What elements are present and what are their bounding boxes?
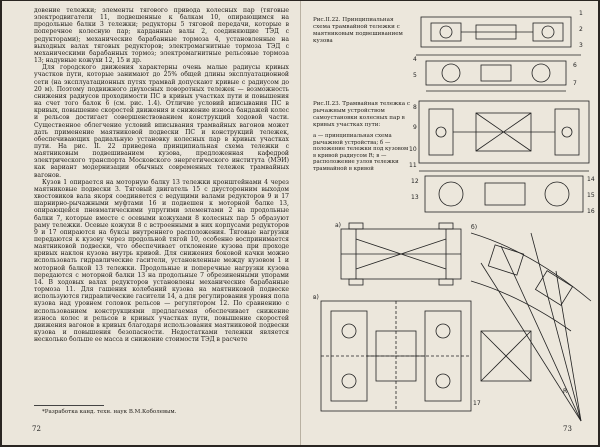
fig23-bogie-plan	[419, 101, 589, 212]
figure-caption-23: Рис.II.23. Трамвайная тележка с рычажным устройством самоустановки колесных пар в кривых участках пути:	[313, 101, 411, 128]
fig-label-c: в)	[313, 294, 319, 301]
callout-number: 12	[411, 178, 419, 185]
callout-number: 4	[413, 56, 417, 63]
figure-caption-22: Рис.II.22. Принципиальная схема трамвайной тележки с маятниковым подвешиванием кузова	[313, 17, 403, 44]
left-page	[2, 1, 301, 445]
page-number-right: 73	[563, 425, 572, 433]
left-body-text	[34, 7, 289, 343]
fig-label-a: а)	[335, 222, 342, 229]
fig23c-node-layout	[321, 301, 531, 411]
callout-number: 5	[413, 72, 417, 79]
footnote-rule	[34, 405, 104, 406]
callout-number: 7	[573, 80, 577, 87]
callout-number: 6	[573, 62, 577, 69]
callout-number: 14	[587, 176, 595, 183]
callout-number: 11	[409, 162, 417, 169]
callout-number: 8	[413, 104, 417, 111]
callout-number: 15	[587, 192, 595, 199]
fig22-bogie-drawing	[416, 17, 581, 91]
fig-label-b: б)	[471, 224, 478, 231]
callout-number: 13	[411, 194, 419, 201]
radius-label: R	[563, 388, 568, 395]
callout-number: 16	[587, 208, 595, 215]
callout-number: 9	[413, 124, 417, 131]
callout-number: 2	[579, 26, 583, 33]
footnote: *Разработка канд. техн. наук В.М.Коболевым.	[42, 409, 177, 415]
callout-number: 10	[409, 146, 417, 153]
right-page	[301, 1, 598, 445]
callout-number: 17	[473, 400, 481, 407]
figure-legend: а — принципиальная схема рычажной устройства; б — положение тележки под кузовом в кривой радиусом R; в — расположение узлов тележки трамвайной в кривой	[313, 133, 409, 172]
paragraph: довение тележки; элементы тягового привода колесных пар (тяговые электродвигатели 11, подвешенные к балкам 10, опирающимся на продольные балки 3 тележки; редукторы 5 тяговой передачи, которые в поперечное колесную пар; карданные валы 2, соединяющие ТЭД с редукторами); механические барабанные тормоза 4, установленные на выходных валах тяговых редукторов; электромагнитные тормоза ТЭД с механическими барабанных тормоз; электромагнитные рельсовые тормоза 13; надувные кожухи 12, 15 и др.	[34, 7, 289, 65]
technical-drawings	[301, 1, 598, 445]
callout-number: 3	[579, 42, 583, 49]
paragraph: Кузов 1 опирается на моторную балку 13 тележки кронштейнами 4 через маятниковые подвески 3. Тяговый двигатель 15 с двусторонним выходом хвостовиков вала якоря соединяется с ведущими валами редукторов 9 и 17 шарнирно-рычажными муфтами 16 и подвешен к моторной балке 13, опирающейся пневматическими упругими элементами 2 на продольные балки 7, которые вместе с осевыми кожухами 8 колесных пар 5 образуют раму тележки. Осевые кожухи 8 с встроенными в них корпусами редукторов 9 и 17 опираются на буксы внутреннего расположения. Тяговые нагрузки передаются к кузову через продольной тягой 10, особенно воспринимается маятниковой подвески, что обеспечивает отклонение кузова при проходе кривых наклон кузова внутрь кривой. Для снижения боковой качки можно использовать гидравлические гасители, установленные между кузовом 1 и моторной балкой 13 тележки. Продольные и поперечные нагрузки кузова передаются с моторной балки 13 на продольные 7 обрезиненными упорами 14. В ходовых валах редукторов установлены механические барабанные тормоза 11. Для гашения колебаний кузова на маятниковой подвеске используются гидравлические гасители 14, а для регулирования уровня пола кузова над уровнем головок рельсов — регулятором 12. По сравнению с использованием конструкциями предлагаемая обеспечивает снижение износа колес и рельсов в кривых участках пути, повышение скоростей движения вагонов в кривых благодаря использования маятниковой подвески кузова и повышения безопасности. Недостатками тележки является несколько больше ее масса и снижение стоимости ТЭД в расчете	[34, 178, 289, 344]
paragraph: Для городского движения характерны очень малые радиусы кривых участков пути, которые занимают до 25% общей длины эксплуатационной сети (на эксплуатационных путях трамвай допускают кривые с радиусом до 20 м). Поэтому подвижного двухосных поворотных тележек — возможность снижения радиусов проходимости ПС в кривых участках пути и повышения на счет того балок 6 (см. рис. 1.4). Отличие условий вписывания ПС в кривых, повышение скоростей движения и снижение износа бандажей колес и рельсов достигает совершенствованием конструкций ходовой части. Существенное облегчение условий вписывания трамвайных вагонов может дать применение маятниковой подвески ПС и конструкций тележек, обеспечивающих радиальную установку колесных пар в кривых участках пути. На рис. II. 22 приведена принципиальная схема тележки с маятниковым подвешиванием кузова, предложенная кафедрой электрического транспорта Московского энергетического института (МЭИ) как вариант модернизации обычных современных тележек трамвайных вагонов.	[34, 64, 289, 179]
fig23a-lever-scheme	[341, 223, 461, 285]
callout-number: 1	[579, 10, 583, 17]
page-number-left: 72	[32, 425, 41, 433]
fig23b-curve-position	[471, 233, 591, 421]
